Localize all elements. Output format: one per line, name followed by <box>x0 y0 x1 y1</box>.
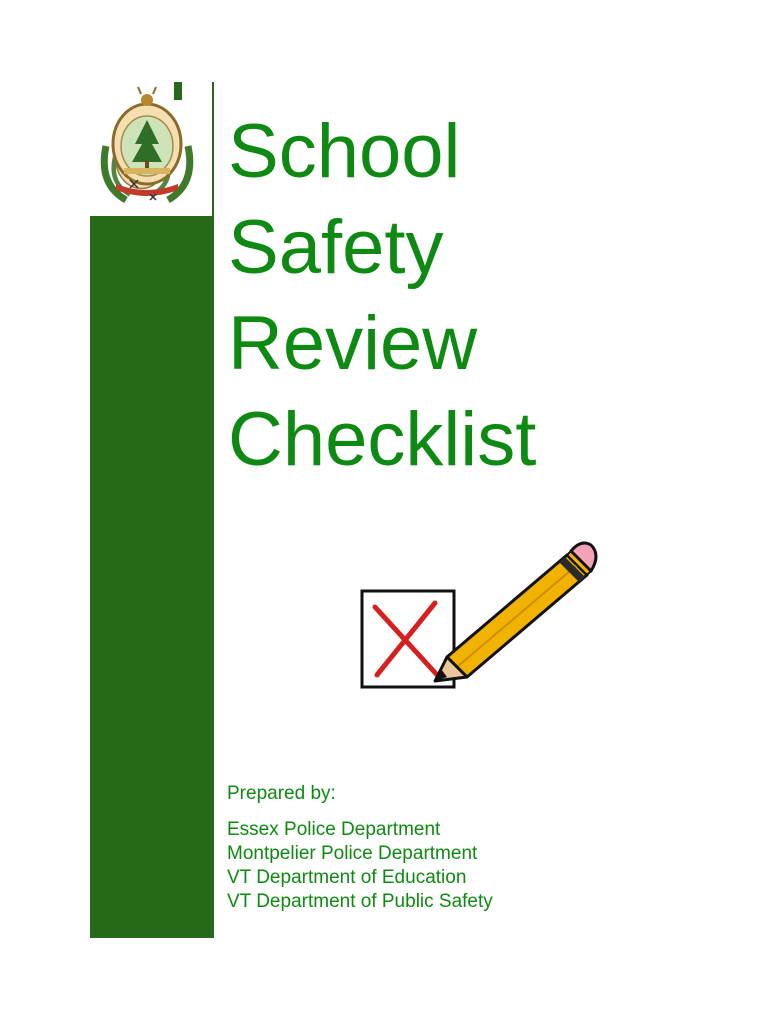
pencil-icon <box>435 543 596 681</box>
organization-name: Montpelier Police Department <box>227 843 478 864</box>
checkbox-illustration <box>355 535 605 695</box>
title-line: Safety <box>228 205 444 290</box>
title-line: School <box>228 109 461 194</box>
organization-name: VT Department of Education <box>227 867 467 888</box>
title-line: Checklist <box>228 397 537 482</box>
organization-name: VT Department of Public Safety <box>227 891 493 912</box>
vermont-state-seal-icon <box>92 84 202 212</box>
prepared-by-section <box>227 782 493 914</box>
organization-name: Essex Police Department <box>227 819 441 840</box>
title-line: Review <box>228 301 478 386</box>
document-title <box>228 104 536 488</box>
prepared-by-label: Prepared by: <box>227 783 336 804</box>
